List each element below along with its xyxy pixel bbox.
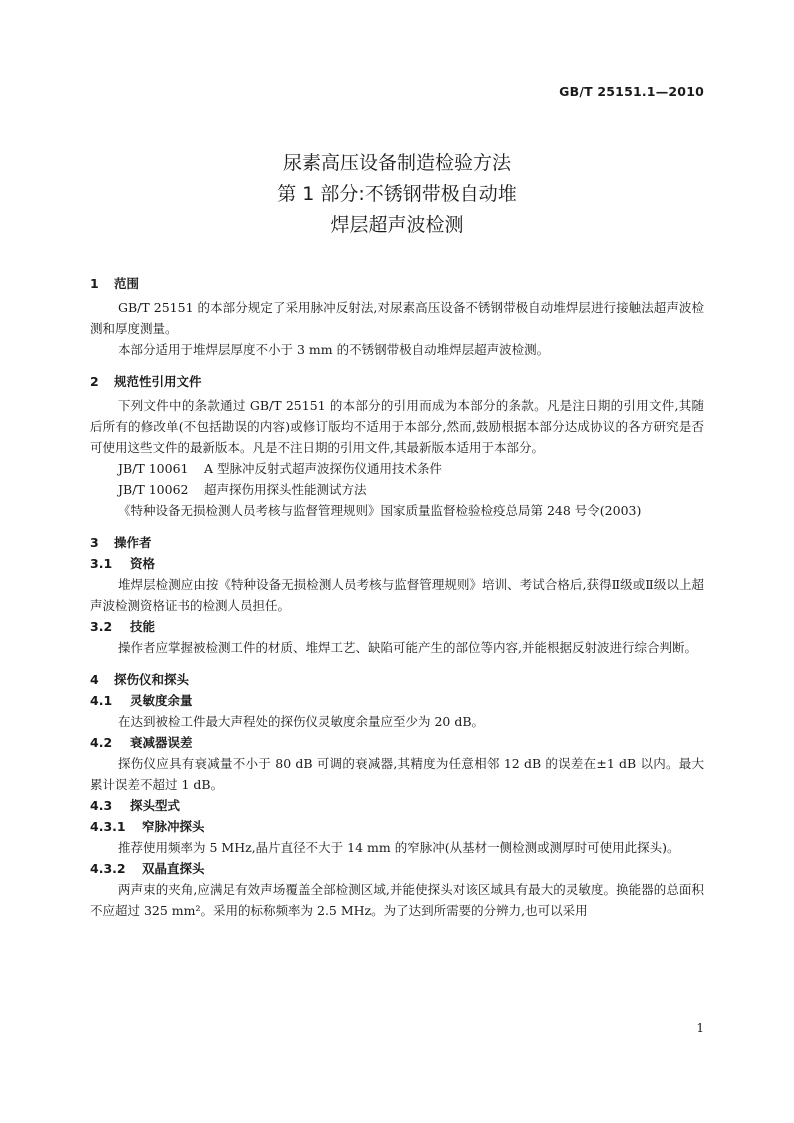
subsection-number: 4.1 [90, 693, 113, 708]
reference-title: 超声探伤用探头性能测试方法 [204, 482, 367, 497]
paragraph: 操作者应掌握被检测工件的材质、堆焊工艺、缺陷可能产生的部位等内容,并能根据反射波进行综合判断。 [118, 640, 697, 655]
title-line-2: 第 1 部分:不锈钢带极自动堆 [277, 183, 517, 205]
subsection-title: 技能 [130, 619, 156, 634]
title-line-1: 尿素高压设备制造检验方法 [282, 152, 511, 174]
section-heading-scope [90, 273, 704, 294]
reference-code: JB/T 10061 [118, 461, 189, 476]
subsection-number: 4.2 [90, 735, 113, 750]
subsection-heading-narrow-pulse-probe [90, 816, 704, 837]
section-title: 范围 [114, 276, 140, 291]
paragraph: 堆焊层检测应由按《特种设备无损检测人员考核与监督管理规则》培训、考试合格后,获得Ⅱ级或Ⅱ级以上超声波检测资格证书的检测人员担任。 [90, 577, 704, 613]
subsection-title: 探头型式 [130, 798, 181, 813]
subsection-title: 资格 [130, 556, 156, 571]
paragraph: 在达到被检工件最大声程处的探伤仪灵敏度余量应至少为 20 dB。 [118, 714, 485, 729]
paragraph: 下列文件中的条款通过 GB/T 25151 的本部分的引用而成为本部分的条款。凡是注日期的引用文件,其随后所有的修改单(不包括勘误的内容)或修订版均不适用于本部分,然而,鼓励根据本部分达成协议的各方研究是否可使用这些文件的最新版本。凡是不注日期的引用文件,其最新版本适用于本部分。 [90, 398, 704, 455]
reference-title: A 型脉冲反射式超声波探伤仪通用技术条件 [204, 461, 443, 476]
section-heading-instrument-and-probe [90, 669, 704, 690]
section-title: 规范性引用文件 [114, 374, 202, 389]
subsection-number: 4.3.1 [90, 819, 126, 834]
subsection-number: 3.2 [90, 619, 113, 634]
reference-code: JB/T 10062 [118, 482, 189, 497]
standard-number: GB/T 25151.1—2010 [559, 84, 704, 99]
subsection-number: 4.3 [90, 798, 113, 813]
reference-item [90, 458, 704, 479]
subsection-heading-qualification [90, 553, 704, 574]
page-number: 1 [696, 1021, 704, 1035]
section-number: 2 [90, 374, 99, 389]
section-number: 1 [90, 276, 99, 291]
title-line-3: 焊层超声波检测 [330, 214, 464, 236]
paragraph: GB/T 25151 的本部分规定了采用脉冲反射法,对尿素高压设备不锈钢带极自动堆焊层进行接触法超声波检测和厚度测量。 [90, 300, 704, 336]
subsection-title: 灵敏度余量 [130, 693, 193, 708]
reference-item: 《特种设备无损检测人员考核与监督管理规则》国家质量监督检验检疫总局第 248 号令(2003) [118, 503, 642, 518]
section-heading-normative-references [90, 371, 704, 392]
document-body [90, 270, 704, 921]
subsection-heading-sensitivity-margin [90, 690, 704, 711]
section-heading-operator [90, 532, 704, 553]
document-title [0, 148, 794, 241]
subsection-heading-probe-type [90, 795, 704, 816]
subsection-number: 4.3.2 [90, 861, 126, 876]
subsection-heading-attenuator-error [90, 732, 704, 753]
subsection-title: 衰减器误差 [130, 735, 193, 750]
subsection-heading-dual-crystal-probe [90, 858, 704, 879]
paragraph: 本部分适用于堆焊层厚度不小于 3 mm 的不锈钢带极自动堆焊层超声波检测。 [118, 342, 550, 357]
paragraph: 推荐使用频率为 5 MHz,晶片直径不大于 14 mm 的窄脉冲(从基材一侧检测或测厚时可使用此探头)。 [118, 840, 680, 855]
subsection-title: 窄脉冲探头 [142, 819, 205, 834]
reference-item [90, 479, 704, 500]
subsection-title: 双晶直探头 [142, 861, 205, 876]
paragraph: 探伤仪应具有衰减量不小于 80 dB 可调的衰减器,其精度为任意相邻 12 dB 的误差在±1 dB 以内。最大累计误差不超过 1 dB。 [90, 756, 704, 792]
subsection-heading-skills [90, 616, 704, 637]
section-number: 4 [90, 672, 99, 687]
section-title: 操作者 [114, 535, 152, 550]
section-title: 探伤仪和探头 [114, 672, 190, 687]
section-number: 3 [90, 535, 99, 550]
paragraph: 两声束的夹角,应满足有效声场覆盖全部检测区域,并能使探头对该区域具有最大的灵敏度。换能器的总面积不应超过 325 mm²。采用的标称频率为 2.5 MHz。为了达到所需要的分辨力,也可以采用 [90, 882, 704, 918]
subsection-number: 3.1 [90, 556, 113, 571]
